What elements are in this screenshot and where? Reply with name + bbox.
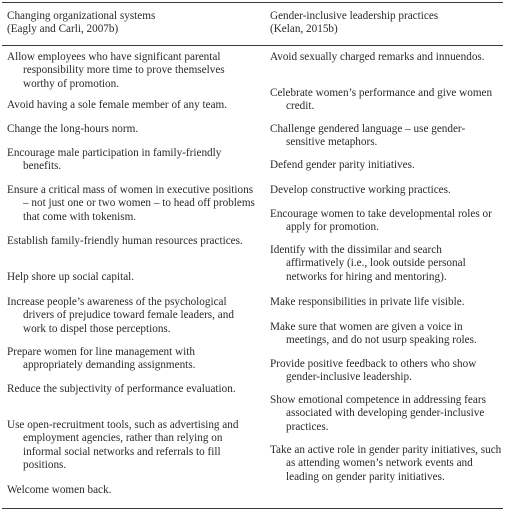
column-header-right bbox=[270, 10, 438, 37]
list-item: Challenge gendered language – use gender-sensitive metaphors. bbox=[270, 123, 466, 149]
list-item: Identify with the dissimilar and search affirmatively (i.e., look outside personal networks for hiring and mentoring). bbox=[270, 244, 466, 283]
list-item: Develop constructive working practices. bbox=[270, 184, 451, 196]
table-header-rule bbox=[2, 45, 503, 46]
list-item: Encourage male participation in family-friendly benefits. bbox=[7, 147, 222, 173]
list-item: Use open-recruitment tools, such as advertising and employment agencies, rather than relying on informal social networks and referrals to fill positions. bbox=[7, 419, 239, 472]
column-header-left-title: Changing organizational systems bbox=[7, 10, 156, 22]
list-item: Defend gender parity initiatives. bbox=[270, 159, 415, 171]
table-top-rule bbox=[2, 2, 503, 3]
list-item: Make sure that women are given a voice in meetings, and do not usurp speaking roles. bbox=[270, 321, 477, 347]
list-item: Show emotional competence in addressing fears associated with developing gender-inclusive practices. bbox=[270, 394, 486, 433]
list-item: Welcome women back. bbox=[7, 484, 112, 496]
list-item: Take an active role in gender parity initiatives, such as attending women’s network events and leading on gender parity initiatives. bbox=[270, 444, 502, 483]
list-item: Reduce the subjectivity of performance evaluation. bbox=[7, 383, 236, 395]
column-header-right-title: Gender-inclusive leadership practices bbox=[270, 10, 439, 22]
list-item: Establish family-friendly human resources practices. bbox=[7, 235, 243, 247]
list-item: Increase people’s awareness of the psychological drivers of prejudice toward female leaders, and work to dispel those perceptions. bbox=[7, 296, 234, 335]
column-header-right-source: (Kelan, 2015b) bbox=[270, 23, 338, 36]
list-item: Provide positive feedback to others who show gender-inclusive leadership. bbox=[270, 358, 477, 384]
list-item: Allow employees who have significant parental responsibility more time to prove themselves worthy of promotion. bbox=[7, 51, 225, 90]
list-item: Change the long-hours norm. bbox=[7, 123, 139, 135]
list-item: Make responsibilities in private life visible. bbox=[270, 296, 465, 308]
column-header-left-source: (Eagly and Carli, 2007b) bbox=[7, 23, 119, 36]
list-item: Celebrate women’s performance and give women credit. bbox=[270, 87, 493, 113]
list-item: Prepare women for line management with appropriately demanding assignments. bbox=[7, 346, 196, 372]
table-bottom-rule bbox=[2, 508, 503, 509]
list-item: Help shore up social capital. bbox=[7, 271, 135, 283]
column-header-left bbox=[7, 10, 155, 37]
list-item: Encourage women to take developmental roles or apply for promotion. bbox=[270, 208, 492, 234]
list-item: Avoid having a sole female member of any team. bbox=[7, 99, 228, 111]
list-item: Ensure a critical mass of women in executive positions – not just one or two women – to head off problems that come with tokenism. bbox=[7, 184, 255, 223]
list-item: Avoid sexually charged remarks and innuendos. bbox=[270, 51, 485, 63]
